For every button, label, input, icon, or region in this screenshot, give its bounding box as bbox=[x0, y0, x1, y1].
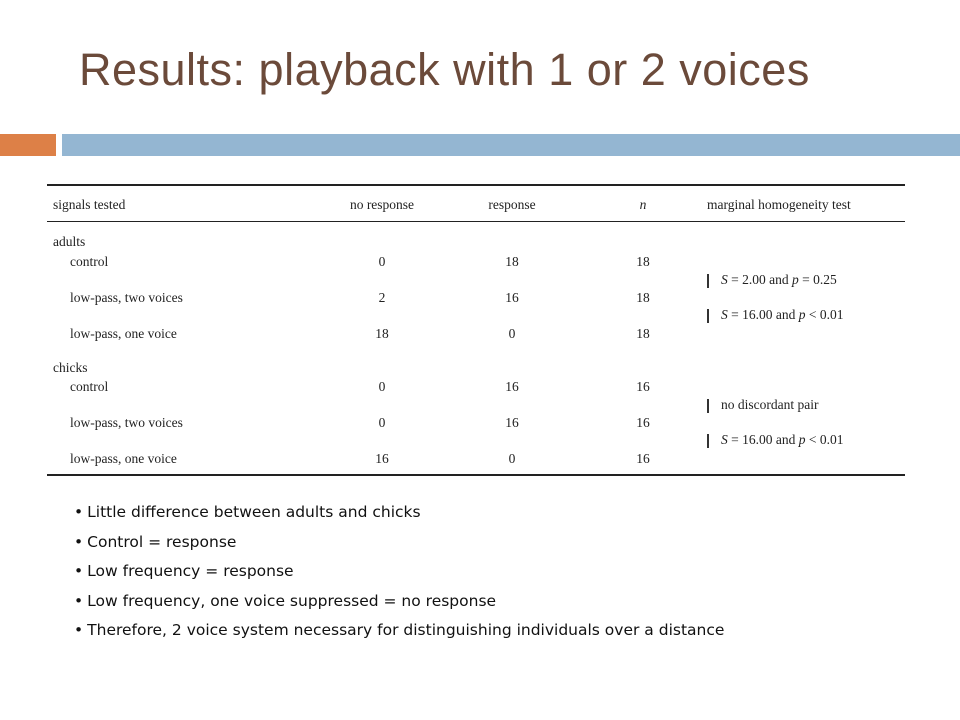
header-signals-tested: signals tested bbox=[53, 197, 126, 212]
list-item: • Therefore, 2 voice system necessary for distinguishing individuals over a distance bbox=[74, 616, 724, 646]
row-n: 18 bbox=[636, 290, 650, 305]
row-no-response: 16 bbox=[375, 451, 389, 466]
header-no-response: no response bbox=[349, 197, 415, 212]
test-chicks-two-voices: no discordant pair bbox=[721, 397, 819, 412]
header-marginal-homogeneity-test: marginal homogeneity test bbox=[707, 197, 851, 212]
table-top-rule bbox=[47, 184, 905, 186]
row-no-response: 0 bbox=[378, 254, 386, 269]
list-item: • Low frequency, one voice suppressed = no response bbox=[74, 587, 724, 617]
row-no-response: 0 bbox=[378, 379, 386, 394]
test-chicks-one-voice: S = 16.00 and p < 0.01 bbox=[721, 432, 844, 447]
row-response: 16 bbox=[505, 415, 519, 430]
list-item: • Low frequency = response bbox=[74, 557, 724, 587]
header-n: n bbox=[639, 197, 647, 212]
test-bracket bbox=[707, 399, 709, 413]
bullet-icon: • bbox=[74, 503, 84, 521]
row-label: low-pass, two voices bbox=[70, 415, 183, 430]
table-header-rule bbox=[47, 221, 905, 222]
row-response: 18 bbox=[505, 254, 519, 269]
test-adults-one-voice: S = 16.00 and p < 0.01 bbox=[721, 307, 844, 322]
results-table bbox=[47, 184, 905, 478]
row-n: 16 bbox=[636, 451, 650, 466]
group-label-chicks: chicks bbox=[53, 360, 88, 375]
bullet-icon: • bbox=[74, 562, 84, 580]
row-label: low-pass, one voice bbox=[70, 451, 177, 466]
row-label: low-pass, one voice bbox=[70, 326, 177, 341]
bullet-icon: • bbox=[74, 621, 84, 639]
bullet-list bbox=[74, 498, 724, 646]
row-label: control bbox=[70, 254, 109, 269]
test-adults-two-voices: S = 2.00 and p = 0.25 bbox=[721, 272, 837, 287]
row-response: 0 bbox=[508, 326, 516, 341]
header-response: response bbox=[488, 197, 536, 212]
table-bottom-rule bbox=[47, 474, 905, 476]
row-no-response: 0 bbox=[378, 415, 386, 430]
row-response: 16 bbox=[505, 290, 519, 305]
row-n: 16 bbox=[636, 379, 650, 394]
row-n: 18 bbox=[636, 254, 650, 269]
row-label: control bbox=[70, 379, 109, 394]
test-bracket bbox=[707, 434, 709, 448]
bullet-icon: • bbox=[74, 532, 84, 551]
row-no-response: 2 bbox=[378, 290, 386, 305]
test-bracket bbox=[707, 274, 709, 288]
list-item: • Little difference between adults and chicks bbox=[74, 498, 724, 528]
list-item: • Control = response bbox=[74, 528, 724, 558]
row-n: 16 bbox=[636, 415, 650, 430]
row-n: 18 bbox=[636, 326, 650, 341]
accent-bar-orange bbox=[0, 134, 56, 156]
group-label-adults: adults bbox=[53, 234, 86, 249]
test-bracket bbox=[707, 309, 709, 323]
accent-bar-blue bbox=[62, 134, 960, 156]
slide-title: Results: playback with 1 or 2 voices bbox=[79, 44, 810, 95]
row-label: low-pass, two voices bbox=[70, 290, 183, 305]
row-no-response: 18 bbox=[375, 326, 389, 341]
row-response: 16 bbox=[505, 379, 519, 394]
bullet-icon: • bbox=[74, 591, 84, 610]
row-response: 0 bbox=[508, 451, 516, 466]
